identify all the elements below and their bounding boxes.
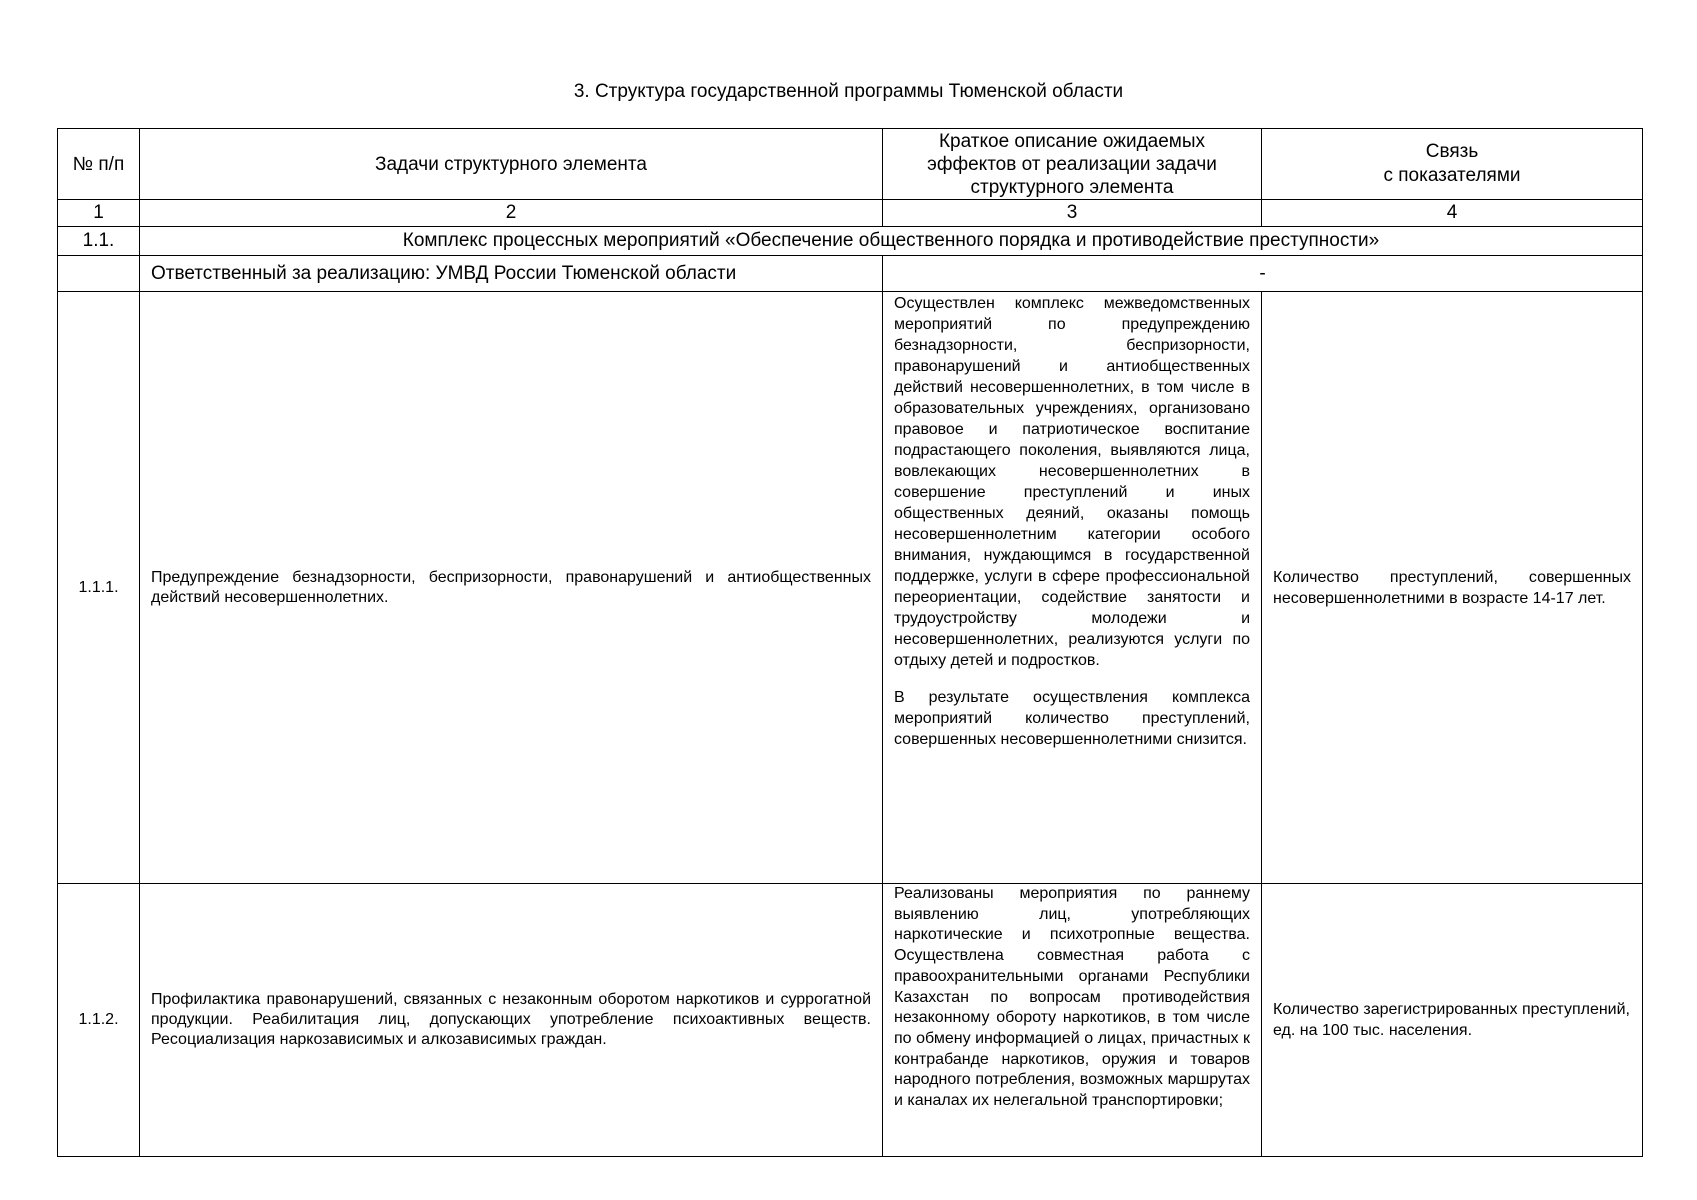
responsible-text: Ответственный за реализацию: УМВД России Тюменской области <box>140 256 883 292</box>
row-indicator: Количество зарегистрированных преступлений, ед. на 100 тыс. населения. <box>1262 884 1643 1157</box>
header-cell-number: № п/п <box>58 129 140 200</box>
program-structure-table <box>57 128 1643 1157</box>
page-title: 3. Структура государственной программы Тюменской области <box>573 81 1124 102</box>
table-row <box>58 884 1643 1157</box>
header-cell-effect: Краткое описание ожидаемых эффектов от реализации задачи структурного элемента <box>883 129 1262 200</box>
column-number: 3 <box>883 200 1262 227</box>
row-effect <box>883 292 1262 884</box>
responsible-dash: - <box>883 256 1643 292</box>
row-number: 1.1.2. <box>58 884 140 1157</box>
row-effect <box>883 884 1262 1157</box>
column-number: 4 <box>1262 200 1643 227</box>
row-task: Профилактика правонарушений, связанных с незаконным оборотом наркотиков и суррогатной продукции. Реабилитация лиц, допускающих употребление психоактивных веществ. Ресоциализация наркозависимых и алкозависимых граждан. <box>140 884 883 1157</box>
responsible-row <box>58 256 1643 292</box>
complex-row <box>58 227 1643 256</box>
empty-cell <box>58 256 140 292</box>
complex-number: 1.1. <box>58 227 140 256</box>
column-number-row <box>58 200 1643 227</box>
column-number: 2 <box>140 200 883 227</box>
header-cell-indicator: Связь с показателями <box>1262 129 1643 200</box>
row-task: Предупреждение безнадзорности, беспризорности, правонарушений и антиобщественных действий несовершеннолетних. <box>140 292 883 884</box>
row-indicator: Количество преступлений, совершенных несовершеннолетними в возрасте 14-17 лет. <box>1262 292 1643 884</box>
row-number: 1.1.1. <box>58 292 140 884</box>
table-header-row <box>58 129 1643 200</box>
effect-paragraph: Осуществлен комплекс межведомственных мероприятий по предупреждению безнадзорности, беспризорности, правонарушений и антиобщественных действий несовершеннолетних, в том числе в образовательных учреждениях, организовано правовое и патриотическое воспитание подрастающего поколения, выявляются лица, вовлекающих несовершеннолетних в совершение преступлений и иных общественных деяний, оказаны помощь несовершеннолетним категории особого внимания, нуждающимся в государственной поддержке, услуги в сфере профессиональной переориентации, содействие занятости и трудоустройству молодежи и несовершеннолетних, реализуются услуги по отдыху детей и подростков. <box>894 295 1250 669</box>
complex-title: Комплекс процессных мероприятий «Обеспечение общественного порядка и противодействие преступности» <box>140 227 1643 256</box>
table-row <box>58 292 1643 884</box>
effect-paragraph: Реализованы мероприятия по раннему выявлению лиц, употребляющих наркотические и психотропные вещества. Осуществлена совместная работа с правоохранительными органами Республики Казахстан по вопросам противодействия незаконному обороту наркотиков, в том числе по обмену информацией о лицах, причастных к контрабанде наркотиков, оружия и товаров народного потребления, возможных маршрутах и каналах их нелегальной транспортировки; <box>894 885 1250 1110</box>
effect-paragraph: В результате осуществления комплекса мероприятий количество преступлений, совершенных несовершеннолетними снизится. <box>894 689 1250 748</box>
header-cell-task: Задачи структурного элемента <box>140 129 883 200</box>
column-number: 1 <box>58 200 140 227</box>
